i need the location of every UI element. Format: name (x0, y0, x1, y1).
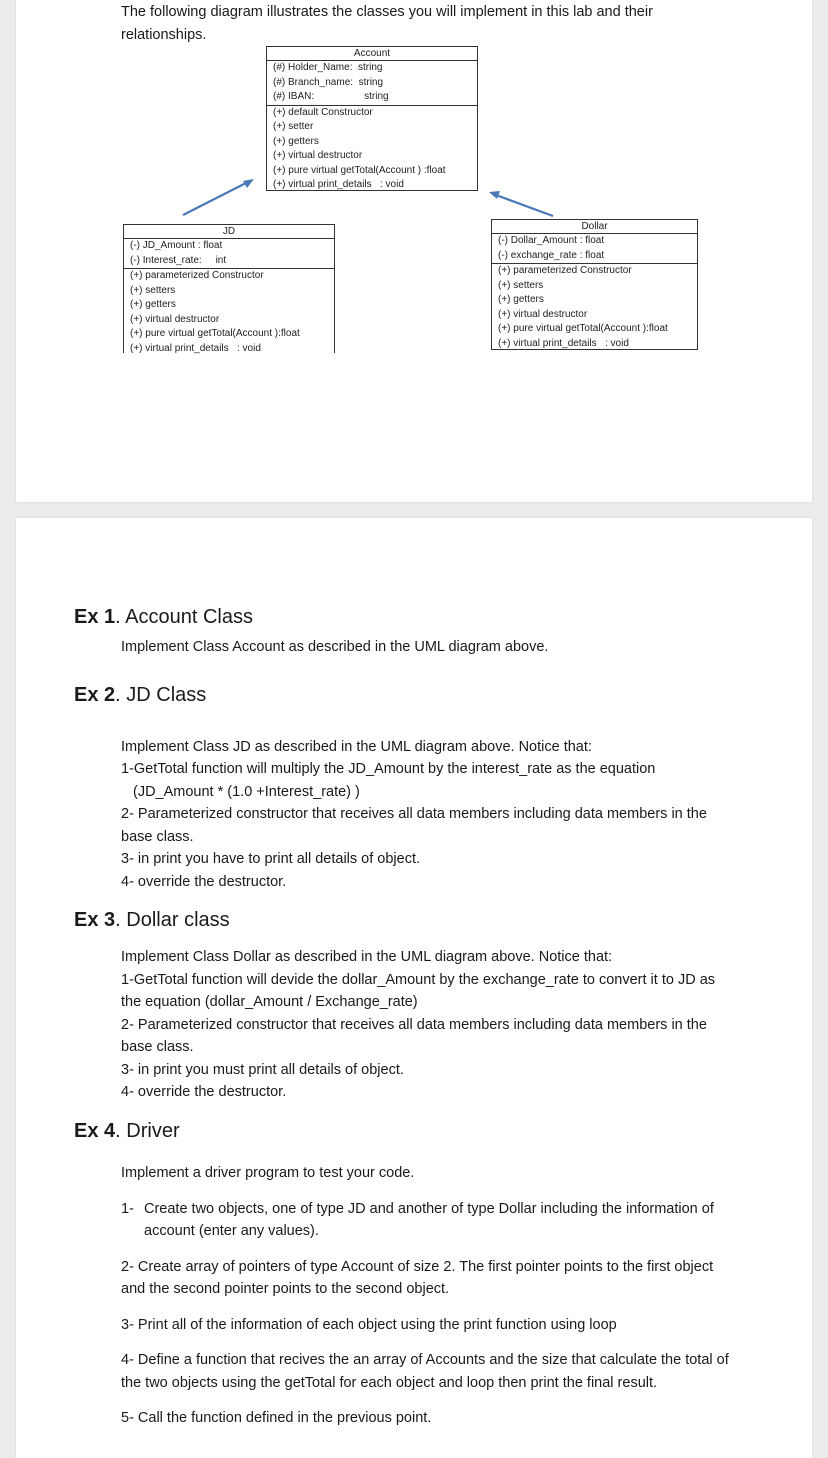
ex2-line: (JD_Amount * (1.0 +Interest_rate) ) (133, 784, 360, 800)
uml-jd-method: (+) parameterized Constructor (130, 270, 264, 281)
jd-arrowhead (243, 179, 254, 188)
ex3-line: 3- in print you must print all details of object. (121, 1062, 404, 1078)
uml-account-method: (+) default Constructor (273, 106, 373, 118)
ex2-line: 1-GetTotal function will multiply the JD_Amount by the interest_rate as the equation (121, 761, 656, 777)
ex4-line: 2- Create array of pointers of type Account of size 2. The first pointer points to the first object (121, 1259, 714, 1275)
uml-account-method: (+) setter (273, 121, 314, 132)
uml-dollar-method: (+) virtual print_details : void (498, 337, 629, 349)
ex2-line: 2- Parameterized constructor that receives all data members including data members in the (121, 806, 707, 822)
uml-dollar-title: Dollar (581, 221, 608, 232)
uml-account-method: (+) pure virtual getTotal(Account ) :float (273, 164, 446, 176)
ex2-title: . JD Class (115, 684, 207, 706)
uml-account-method: (+) virtual destructor (273, 150, 363, 161)
intro-line-1: The following diagram illustrates the classes you will implement in this lab and their (121, 4, 653, 20)
uml-account-method: (+) getters (273, 135, 319, 147)
ex4-line: 3- Print all of the information of each object using the print function using loop (121, 1317, 617, 1333)
ex4-list-marker: 1- (121, 1201, 134, 1217)
uml-dollar-method: (+) pure virtual getTotal(Account ):float (498, 323, 668, 334)
ex4-title: . Driver (115, 1120, 180, 1142)
uml-dollar-attr: (-) Dollar_Amount : float (498, 235, 605, 246)
intro-line-2: relationships. (121, 27, 207, 43)
uml-jd-method: (+) getters (130, 299, 176, 310)
ex1-line: Implement Class Account as described in the UML diagram above. (121, 639, 549, 655)
ex3-line: base class. (121, 1039, 194, 1055)
uml-inheritance-arrows (0, 0, 828, 502)
ex3-line: 2- Parameterized constructor that receives all data members including data members in the (121, 1017, 707, 1033)
ex2-number: Ex 2 (74, 684, 116, 706)
uml-dollar-attr: (-) exchange_rate : float (498, 249, 605, 261)
ex4-heading (74, 1120, 180, 1143)
ex4-line: 4- Define a function that recives the an array of Accounts and the size that calculate the total of (121, 1352, 729, 1368)
ex3-title: . Dollar class (115, 909, 230, 931)
dollar-arrowhead (489, 191, 500, 199)
ex2-line: 4- override the destructor. (121, 874, 287, 890)
uml-jd-method: (+) pure virtual getTotal(Account ):float (130, 328, 300, 339)
ex2-line: Implement Class JD as described in the UML diagram above. Notice that: (121, 739, 592, 755)
jd-to-account-arrow (183, 183, 246, 215)
ex2-line: 3- in print you have to print all details of object. (121, 851, 421, 867)
uml-dollar-method: (+) virtual destructor (498, 308, 588, 320)
uml-account-attr: (#) Branch_name: string (273, 76, 384, 88)
ex3-line: 1-GetTotal function will devide the dollar_Amount by the exchange_rate to convert it to JD as (121, 972, 716, 988)
uml-dollar-method: (+) getters (498, 294, 544, 305)
uml-jd-attr: (-) Interest_rate: int (130, 254, 227, 266)
ex1-title: . Account Class (115, 606, 253, 628)
uml-dollar-method: (+) setters (498, 279, 544, 291)
ex3-line: the equation (dollar_Amount / Exchange_rate) (121, 994, 418, 1010)
ex4-number: Ex 4 (74, 1120, 116, 1142)
uml-dollar-method: (+) parameterized Constructor (498, 265, 632, 276)
ex4-line: 5- Call the function defined in the previous point. (121, 1410, 432, 1426)
ex4-line: Implement a driver program to test your code. (121, 1165, 415, 1181)
uml-jd-title: JD (222, 226, 236, 237)
uml-account-attr: (#) Holder_Name: string (273, 62, 383, 73)
uml-account-title: Account (353, 48, 391, 59)
ex2-line: base class. (121, 829, 194, 845)
dollar-to-account-arrow (496, 195, 553, 216)
ex4-line: the two objects using the getTotal for each object and loop then print the final result. (121, 1375, 658, 1391)
ex3-heading (74, 909, 230, 932)
uml-jd-method: (+) setters (130, 284, 176, 296)
ex4-line: account (enter any values). (144, 1223, 319, 1239)
uml-account-method: (+) virtual print_details : void (273, 179, 404, 190)
uml-jd-method: (+) virtual destructor (130, 313, 220, 325)
ex3-line: Implement Class Dollar as described in the UML diagram above. Notice that: (121, 949, 613, 965)
ex1-number: Ex 1 (74, 606, 116, 628)
uml-jd-attr: (-) JD_Amount : float (130, 240, 223, 251)
ex3-line: 4- override the destructor. (121, 1084, 287, 1100)
ex3-number: Ex 3 (74, 909, 116, 931)
uml-account-attr: (#) IBAN: string (273, 91, 389, 102)
ex4-line: Create two objects, one of type JD and another of type Dollar including the information of (144, 1201, 714, 1217)
ex2-heading (74, 684, 206, 707)
ex4-line: and the second pointer points to the second object. (121, 1281, 450, 1297)
uml-jd-method: (+) virtual print_details : void (130, 342, 261, 354)
ex1-heading (74, 606, 253, 629)
